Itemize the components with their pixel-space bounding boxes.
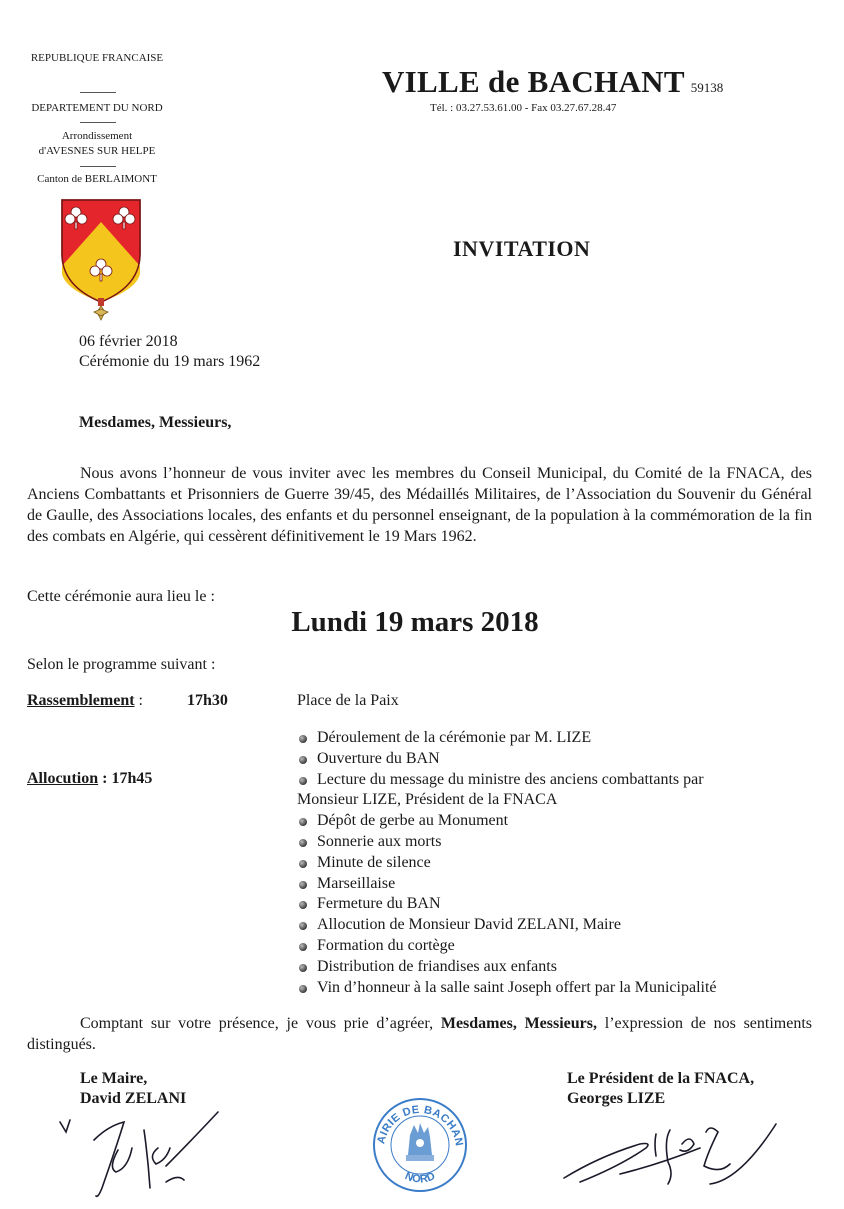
venue-intro: Cette cérémonie aura lieu le : [27, 588, 215, 605]
list-item: Minute de silence [297, 853, 817, 874]
list-item: Dépôt de gerbe au Monument [297, 811, 817, 832]
list-item: Fermeture du BAN [297, 894, 817, 915]
postal-code: 59138 [690, 80, 724, 95]
letter-date: 06 février 2018 [79, 333, 178, 350]
president-name: Georges LIZE [567, 1090, 666, 1107]
gathering-place: Place de la Paix [297, 692, 399, 709]
allocution-label: Allocution [27, 770, 99, 787]
town-hall-stamp [370, 1095, 470, 1195]
arrondissement-label: Arrondissement [61, 130, 133, 142]
list-item: Allocution de Monsieur David ZELANI, Maire [297, 915, 817, 936]
list-item: Ouverture du BAN [297, 749, 817, 770]
arrondissement-name: d'AVESNES SUR HELPE [38, 145, 156, 157]
list-item: Vin d’honneur à la salle saint Joseph offert par la Municipalité [297, 978, 817, 999]
canton-label: Canton de BERLAIMONT [37, 173, 157, 185]
department-label: DEPARTEMENT DU NORD [31, 102, 163, 114]
gathering-time: 17h30 [187, 692, 228, 709]
list-item: Sonnerie aux morts [297, 832, 817, 853]
divider [80, 166, 116, 167]
closing-text-start: Comptant sur votre présence, je vous prie d’agréer, [80, 1015, 441, 1032]
stamp-text-top: AIRIE DE BACHAN [375, 1103, 466, 1148]
allocution-time: : 17h45 [98, 770, 153, 787]
svg-text:NORD [403, 1170, 437, 1186]
gathering-label: Rassemblement [27, 692, 135, 709]
list-item: Distribution de friandises aux enfants [297, 957, 817, 978]
closing-paragraph [27, 1013, 812, 1055]
town-name: VILLE de BACHANT [382, 64, 685, 99]
list-item-continuation: Monsieur LIZE, Président de la FNACA [297, 791, 558, 809]
republic-label: REPUBLIQUE FRANCAISE [30, 52, 164, 64]
stamp-text-bottom: NORD [403, 1170, 437, 1186]
date-block [79, 332, 260, 372]
president-title: Le Président de la FNACA, [567, 1070, 755, 1087]
town-title [382, 64, 723, 100]
program-intro: Selon le programme suivant : [27, 656, 216, 673]
closing-text-bold: Mesdames, Messieurs, [440, 1015, 598, 1032]
document-title: INVITATION [453, 236, 591, 261]
mayor-signature-block [80, 1069, 186, 1109]
president-signature-block [567, 1069, 754, 1109]
coat-of-arms-icon [58, 198, 144, 324]
mayor-name: David ZELANI [80, 1090, 187, 1107]
president-signature-icon [560, 1104, 780, 1194]
closing-text-end: l’expression de nos sentiments distingués. [27, 1015, 813, 1053]
body-paragraph: Nous avons l’honneur de vous inviter avec les membres du Conseil Municipal, du Comité de la FNACA, des Anciens Combattants et Prisonniers de Guerre 39/45, des Médaillés Militaires, de l’Association du Souvenir du Général de Gaulle, des Associations locales, des enfants et du personnel enseignant, de la population à la commémoration de la fin des combats en Algérie, qui cessèrent définitivement le 19 Mars 1962. [27, 465, 812, 545]
contact-line: Tél. : 03.27.53.61.00 - Fax 03.27.67.28.47 [430, 102, 617, 114]
gathering-row [27, 692, 228, 710]
mayor-signature-icon [58, 1108, 228, 1203]
allocution-row [27, 770, 152, 788]
list-item: Formation du cortège [297, 936, 817, 957]
list-item: Lecture du message du ministre des anciens combattants par [297, 770, 817, 791]
letter-subject: Cérémonie du 19 mars 1962 [79, 353, 261, 370]
salutation: Mesdames, Messieurs, [79, 414, 232, 431]
event-date: Lundi 19 mars 2018 [291, 606, 539, 638]
divider [80, 92, 116, 93]
list-item: Déroulement de la cérémonie par M. LIZE [297, 728, 817, 749]
list-item: Marseillaise [297, 874, 817, 895]
mayor-title: Le Maire, [80, 1070, 148, 1087]
divider [80, 122, 116, 123]
gathering-sep: : [134, 692, 143, 709]
program-list [297, 728, 817, 998]
